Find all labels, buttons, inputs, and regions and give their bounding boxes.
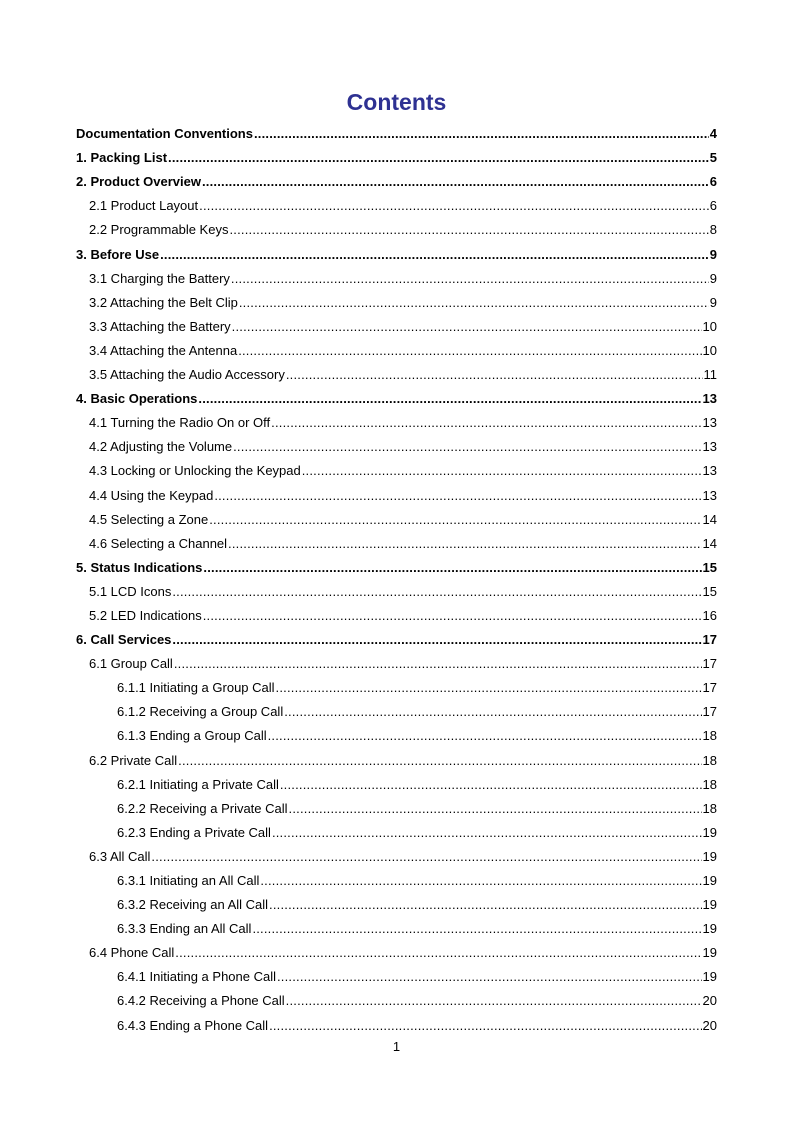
toc-entry-label: 6.4.3 Ending a Phone Call xyxy=(117,1017,269,1033)
toc-entry-page-number: 19 xyxy=(702,873,717,888)
toc-entry-page-number: 10 xyxy=(702,318,717,334)
page-title: Contents xyxy=(346,89,447,115)
toc-entry-label: 3.2 Attaching the Belt Clip xyxy=(89,294,238,310)
toc-entry-label: 2. Product Overview xyxy=(76,174,201,190)
toc-entry[interactable] xyxy=(76,649,717,673)
toc-leader-dots xyxy=(231,271,709,288)
toc-entry-label: 4. Basic Operations xyxy=(76,391,198,407)
toc-leader-dots xyxy=(260,873,701,890)
toc-entry[interactable] xyxy=(76,239,717,263)
toc-entry-page-number: 19 xyxy=(702,824,717,840)
toc-entry-page-number: 11 xyxy=(703,367,717,383)
toc-leader-dots xyxy=(233,439,701,456)
toc-leader-dots xyxy=(254,126,709,143)
toc-entry[interactable] xyxy=(76,794,717,818)
toc-entry-label: 6.1 Group Call xyxy=(89,656,173,672)
toc-entry[interactable] xyxy=(76,553,717,577)
toc-entry-label: 6.1.1 Initiating a Group Call xyxy=(117,680,275,696)
toc-entry-label: Documentation Conventions xyxy=(76,126,253,142)
toc-entry-page-number: 17 xyxy=(702,656,717,672)
toc-entry-label: 5. Status Indications xyxy=(76,559,203,575)
toc-leader-dots xyxy=(178,753,701,770)
toc-entry-label: 6.2.2 Receiving a Private Call xyxy=(117,800,288,816)
toc-entry-page-number: 15 xyxy=(702,559,717,575)
toc-entry[interactable] xyxy=(76,962,717,986)
toc-entry-page-number: 18 xyxy=(702,776,717,792)
toc-leader-dots xyxy=(271,415,701,432)
toc-entry[interactable] xyxy=(76,721,717,745)
toc-leader-dots xyxy=(175,945,701,962)
toc-entry-page-number: 19 xyxy=(702,945,717,961)
toc-entry-label: 4.3 Locking or Unlocking the Keypad xyxy=(89,463,301,479)
toc-entry-page-number: 17 xyxy=(702,704,717,720)
toc-entry-label: 5.1 LCD Icons xyxy=(89,583,172,599)
toc-entry[interactable] xyxy=(76,818,717,842)
toc-entry[interactable] xyxy=(76,191,717,215)
toc-entry[interactable] xyxy=(76,384,717,408)
toc-entry-label: 3.4 Attaching the Antenna xyxy=(89,342,238,358)
toc-leader-dots xyxy=(268,728,702,745)
toc-entry-page-number: 19 xyxy=(702,848,717,864)
toc-entry[interactable] xyxy=(76,456,717,480)
toc-entry[interactable] xyxy=(76,914,717,938)
toc-entry[interactable] xyxy=(76,890,717,914)
toc-entry-label: 6.2.1 Initiating a Private Call xyxy=(117,776,279,792)
toc-entry[interactable] xyxy=(76,215,717,239)
toc-entry-page-number: 18 xyxy=(702,800,717,816)
toc-leader-dots xyxy=(286,993,702,1010)
toc-entry-label: 6.3.1 Initiating an All Call xyxy=(117,873,260,888)
toc-entry[interactable] xyxy=(76,770,717,794)
toc-entry-label: 6.2.3 Ending a Private Call xyxy=(117,824,271,840)
toc-entry[interactable] xyxy=(76,505,717,529)
toc-leader-dots xyxy=(198,391,701,408)
toc-leader-dots xyxy=(238,343,701,360)
toc-entry-label: 3.5 Attaching the Audio Accessory xyxy=(89,367,285,383)
toc-entry-page-number: 14 xyxy=(702,511,717,527)
toc-leader-dots xyxy=(269,897,702,914)
toc-leader-dots xyxy=(239,295,709,312)
toc-entry-page-number: 16 xyxy=(702,607,717,623)
toc-entry-label: 4.5 Selecting a Zone xyxy=(89,511,209,527)
toc-entry-page-number: 13 xyxy=(702,415,717,431)
toc-entry-page-number: 20 xyxy=(702,993,717,1009)
toc-leader-dots xyxy=(199,198,709,215)
toc-entry-page-number: 13 xyxy=(702,439,717,455)
toc-entry-label: 6.1.3 Ending a Group Call xyxy=(117,728,267,744)
toc-leader-dots xyxy=(277,969,702,986)
toc-entry-label: 2.1 Product Layout xyxy=(89,198,199,214)
toc-entry-page-number: 14 xyxy=(702,535,717,551)
toc-leader-dots xyxy=(160,247,709,264)
toc-entry-label: 6.4.1 Initiating a Phone Call xyxy=(117,969,276,985)
toc-entry[interactable] xyxy=(76,408,717,432)
toc-entry[interactable] xyxy=(76,143,717,167)
toc-entry-label: 6. Call Services xyxy=(76,632,172,648)
toc-leader-dots xyxy=(280,777,702,794)
toc-entry-page-number: 13 xyxy=(702,463,717,479)
toc-entry-page-number: 4 xyxy=(709,126,717,142)
toc-leader-dots xyxy=(203,560,701,577)
toc-entry[interactable] xyxy=(76,1010,717,1034)
toc-entry-page-number: 9 xyxy=(709,246,717,262)
toc-entry[interactable] xyxy=(76,745,717,769)
toc-entry-label: 4.6 Selecting a Channel xyxy=(89,535,228,551)
toc-entry-label: 3. Before Use xyxy=(76,246,160,262)
toc-entry[interactable] xyxy=(76,938,717,962)
toc-leader-dots xyxy=(214,488,701,505)
toc-entry[interactable] xyxy=(76,480,717,504)
toc-entry-page-number: 13 xyxy=(702,391,717,407)
toc-entry-page-number: 9 xyxy=(709,270,717,286)
toc-entry-label: 6.1.2 Receiving a Group Call xyxy=(117,704,284,720)
toc-leader-dots xyxy=(168,150,709,167)
toc-entry-page-number: 20 xyxy=(702,1017,717,1033)
toc-entry-page-number: 15 xyxy=(702,583,717,599)
toc-entry[interactable] xyxy=(76,625,717,649)
toc-leader-dots xyxy=(284,704,701,721)
toc-entry-label: 6.3.3 Ending an All Call xyxy=(117,921,252,937)
page-number-footer: 1 xyxy=(392,1039,401,1054)
toc-leader-dots xyxy=(202,174,709,191)
toc-entry-page-number: 6 xyxy=(709,174,717,190)
toc-entry[interactable] xyxy=(76,986,717,1010)
toc-leader-dots xyxy=(229,222,708,239)
toc-entry-label: 6.3.2 Receiving an All Call xyxy=(117,897,269,913)
toc-leader-dots xyxy=(289,801,702,818)
toc-entry-label: 6.4.2 Receiving a Phone Call xyxy=(117,993,285,1009)
toc-entry-page-number: 5 xyxy=(709,150,717,166)
toc-entry[interactable] xyxy=(76,264,717,288)
toc-leader-dots xyxy=(151,849,701,866)
toc-leader-dots xyxy=(203,608,702,625)
toc-leader-dots xyxy=(276,680,702,697)
toc-entry-page-number: 17 xyxy=(702,632,717,648)
toc-entry[interactable] xyxy=(76,842,717,866)
toc-leader-dots xyxy=(286,367,703,384)
toc-entry-page-number: 19 xyxy=(702,921,717,937)
toc-entry[interactable] xyxy=(76,577,717,601)
toc-entry-label: 3.1 Charging the Battery xyxy=(89,270,230,286)
toc-entry[interactable] xyxy=(76,288,717,312)
toc-leader-dots xyxy=(209,512,701,529)
toc-entry[interactable] xyxy=(76,529,717,553)
toc-entry-page-number: 18 xyxy=(702,752,717,768)
table-of-contents xyxy=(76,119,717,1035)
toc-entry-label: 1. Packing List xyxy=(76,150,168,166)
toc-leader-dots xyxy=(172,632,701,649)
toc-entry[interactable] xyxy=(76,601,717,625)
toc-entry-label: 2.2 Programmable Keys xyxy=(89,222,229,238)
toc-entry-label: 6.2 Private Call xyxy=(89,752,178,768)
toc-leader-dots xyxy=(252,921,701,938)
toc-entry[interactable] xyxy=(76,360,717,384)
toc-entry[interactable] xyxy=(76,673,717,697)
toc-entry-page-number: 13 xyxy=(702,487,717,503)
toc-entry[interactable] xyxy=(76,336,717,360)
toc-entry[interactable] xyxy=(76,432,717,456)
toc-leader-dots xyxy=(269,1018,701,1035)
toc-leader-dots xyxy=(232,319,702,336)
toc-entry-page-number: 19 xyxy=(702,897,717,913)
toc-entry[interactable] xyxy=(76,866,717,890)
toc-leader-dots xyxy=(302,463,702,480)
toc-leader-dots xyxy=(172,584,701,601)
toc-entry[interactable] xyxy=(76,312,717,336)
toc-entry-label: 6.4 Phone Call xyxy=(89,945,175,961)
toc-entry[interactable] xyxy=(76,167,717,191)
toc-entry-page-number: 10 xyxy=(702,342,717,358)
toc-entry-page-number: 18 xyxy=(702,728,717,744)
toc-entry-page-number: 8 xyxy=(709,222,717,238)
toc-entry-page-number: 6 xyxy=(709,198,717,214)
toc-entry-page-number: 9 xyxy=(709,294,717,310)
toc-leader-dots xyxy=(228,536,701,553)
toc-leader-dots xyxy=(174,656,702,673)
toc-entry-label: 6.3 All Call xyxy=(89,848,151,864)
toc-entry-label: 5.2 LED Indications xyxy=(89,607,202,623)
toc-entry[interactable] xyxy=(76,119,717,143)
toc-entry[interactable] xyxy=(76,697,717,721)
toc-leader-dots xyxy=(272,825,702,842)
toc-entry-label: 3.3 Attaching the Battery xyxy=(89,318,231,334)
toc-entry-page-number: 17 xyxy=(702,680,717,696)
toc-entry-label: 4.4 Using the Keypad xyxy=(89,487,214,503)
toc-entry-page-number: 19 xyxy=(702,969,717,985)
toc-entry-label: 4.2 Adjusting the Volume xyxy=(89,439,233,455)
toc-entry-label: 4.1 Turning the Radio On or Off xyxy=(89,415,271,431)
